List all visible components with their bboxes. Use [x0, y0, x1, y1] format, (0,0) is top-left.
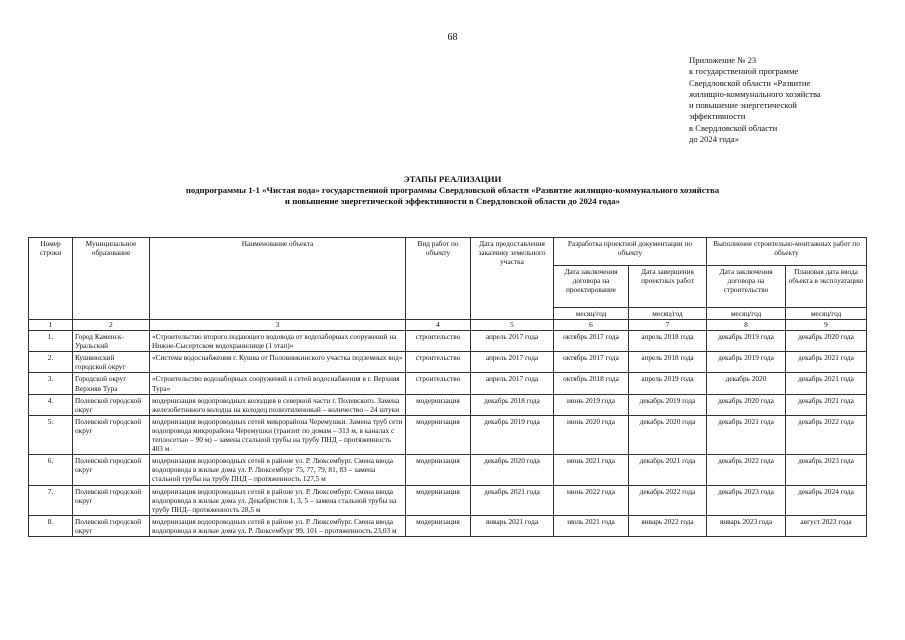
- cell-land-date: апрель 2017 года: [471, 352, 554, 373]
- cell-work-type: строительство: [406, 373, 471, 394]
- appendix-line: и повышение энергетической: [689, 100, 797, 111]
- header-work-type: Вид работ по объекту: [406, 238, 471, 320]
- header-construction-contract: Дата заключения договора на строительство: [707, 266, 786, 308]
- cell-design-contract: июнь 2022 года: [554, 485, 629, 515]
- column-number-row: [29, 320, 867, 331]
- cell-construction-contract: декабрь 2021 года: [707, 415, 786, 454]
- cell-municipality: Полевской городской округ: [73, 515, 150, 536]
- header-design-contract: Дата заключения договора на проектирование: [554, 266, 629, 308]
- cell-row-number: 1.: [29, 331, 73, 352]
- cell-land-date: апрель 2017 года: [471, 331, 554, 352]
- stages-table: [28, 237, 867, 537]
- appendix-line: эффективности: [689, 111, 746, 122]
- cell-commissioning: август 2023 года: [786, 515, 867, 536]
- cell-design-contract: июнь 2020 года: [554, 415, 629, 454]
- cell-work-type: модернизация: [406, 515, 471, 536]
- column-number: 9: [786, 320, 867, 331]
- cell-design-contract: июнь 2021 года: [554, 455, 629, 485]
- cell-design-end: декабрь 2022 года: [629, 485, 707, 515]
- header-construction-group: Выполнение строительно-монтажных работ по объекту: [707, 238, 867, 266]
- column-number: 6: [554, 320, 629, 331]
- appendix-line: в Свердловской области: [689, 122, 778, 133]
- cell-construction-contract: декабрь 2020: [707, 373, 786, 394]
- cell-municipality: Полевской городской округ: [73, 394, 150, 415]
- page-number: 68: [447, 32, 458, 43]
- table-row: [29, 352, 867, 373]
- cell-row-number: 3.: [29, 373, 73, 394]
- cell-row-number: 8.: [29, 515, 73, 536]
- appendix-line: к государственной программе: [689, 66, 799, 77]
- cell-design-end: декабрь 2020 года: [629, 415, 707, 454]
- cell-municipality: Полевской городской округ: [73, 485, 150, 515]
- header-object-name: Наименование объекта: [150, 238, 406, 320]
- cell-work-type: модернизация: [406, 394, 471, 415]
- cell-object-name: «Строительство второго подающего водовода от водозаборных сооружений на Нижне-Сысертском водохранилище (1 этап)»: [150, 331, 406, 352]
- cell-row-number: 4.: [29, 394, 73, 415]
- cell-construction-contract: декабрь 2022 года: [707, 455, 786, 485]
- cell-object-name: «Система водоснабжения г. Кушва от Половинкинского участка подземных вод»: [150, 352, 406, 373]
- cell-object-name: модернизация водопроводных сетей микрорайона Черемушки. Замена труб сети водопровода микрорайона Черемушки (транзит по домам – 313 м, в каналах с теплосетью – 90 м) – замена стальной трубы на трубу ПНД – протяженность 403 м: [150, 415, 406, 454]
- cell-municipality: Городской округ Верхняя Тура: [73, 373, 150, 394]
- header-month-year: месяц/год: [707, 308, 786, 320]
- cell-land-date: декабрь 2021 года: [471, 485, 554, 515]
- cell-commissioning: декабрь 2021 года: [786, 352, 867, 373]
- column-number: 5: [471, 320, 554, 331]
- cell-design-end: апрель 2019 года: [629, 373, 707, 394]
- cell-land-date: декабрь 2019 года: [471, 415, 554, 454]
- cell-design-contract: октябрь 2017 года: [554, 331, 629, 352]
- appendix-line: жилищно-коммунального хозяйства: [689, 88, 821, 99]
- title-line: ЭТАПЫ РЕАЛИЗАЦИИ: [403, 174, 502, 184]
- cell-row-number: 5.: [29, 415, 73, 454]
- table-row: [29, 515, 867, 536]
- column-number: 4: [406, 320, 471, 331]
- cell-design-end: январь 2022 года: [629, 515, 707, 536]
- cell-commissioning: декабрь 2023 года: [786, 455, 867, 485]
- cell-design-end: апрель 2018 года: [629, 352, 707, 373]
- cell-commissioning: декабрь 2022 года: [786, 415, 867, 454]
- cell-design-end: апрель 2018 года: [629, 331, 707, 352]
- title-line: и повышение энергетической эффективности в Свердловской области до 2024 года»: [284, 196, 621, 206]
- column-number: 7: [629, 320, 707, 331]
- cell-commissioning: декабрь 2020 года: [786, 331, 867, 352]
- appendix-line: до 2024 года»: [689, 134, 739, 145]
- cell-design-end: декабрь 2019 года: [629, 394, 707, 415]
- document-title: [0, 174, 905, 207]
- cell-row-number: 2.: [29, 352, 73, 373]
- cell-land-date: январь 2021 года: [471, 515, 554, 536]
- cell-commissioning: декабрь 2024 года: [786, 485, 867, 515]
- cell-object-name: модернизация водопроводных сетей в районе ул. Р. Люксембург. Смена ввода водопровода в жилые дома ул. Р. Люксембург 99, 101 – протяженность 23,03 м: [150, 515, 406, 536]
- cell-object-name: «Строительство водозаборных сооружений и сетей водоснабжения в г. Верхняя Тура»: [150, 373, 406, 394]
- appendix-note: [689, 55, 889, 145]
- table-row: [29, 485, 867, 515]
- cell-work-type: модернизация: [406, 415, 471, 454]
- cell-construction-contract: декабрь 2023 года: [707, 485, 786, 515]
- column-number: 2: [73, 320, 150, 331]
- header-commissioning: Плановая дата ввода объекта в эксплуатацию: [786, 266, 867, 308]
- header-month-year: месяц/год: [629, 308, 707, 320]
- table-row: [29, 394, 867, 415]
- cell-construction-contract: январь 2023 года: [707, 515, 786, 536]
- header-land-date: Дата предоставления заказчику земельного участка: [471, 238, 554, 320]
- cell-municipality: Город Каменск-Уральский: [73, 331, 150, 352]
- cell-design-contract: октябрь 2017 года: [554, 352, 629, 373]
- cell-land-date: апрель 2017 года: [471, 373, 554, 394]
- cell-work-type: строительство: [406, 331, 471, 352]
- cell-object-name: модернизация водопроводных колодцев в северной части г. Полевского. Замена железобетонного колодца на колодец полиэтиленовый – количество – 24 штуки: [150, 394, 406, 415]
- header-municipality: Муниципальное образование: [73, 238, 150, 320]
- column-number: 1: [29, 320, 73, 331]
- cell-design-contract: октябрь 2018 года: [554, 373, 629, 394]
- cell-municipality: Полевской городской округ: [73, 415, 150, 454]
- cell-work-type: модернизация: [406, 485, 471, 515]
- cell-object-name: модернизация водопроводных сетей в районе ул. Р. Люксембург. Смена ввода водопровода в жилые дома ул. Р. Люксембург 75, 77, 79, 81, 83 – замена стальной трубы на трубу ПНД – протяженность 127,5 м: [150, 455, 406, 485]
- cell-work-type: строительство: [406, 352, 471, 373]
- column-number: 8: [707, 320, 786, 331]
- cell-design-end: декабрь 2021 года: [629, 455, 707, 485]
- cell-object-name: модернизация водопроводных сетей в районе ул. Р. Люксембург. Смена ввода водопровода в жилые дома ул. Декабристов 1, 3, 5 – замена стальной трубы на трубу ПНД– протяженность 28,5 м: [150, 485, 406, 515]
- cell-construction-contract: декабрь 2019 года: [707, 331, 786, 352]
- table-row: [29, 455, 867, 485]
- cell-row-number: 7.: [29, 485, 73, 515]
- column-number: 3: [150, 320, 406, 331]
- title-line: подпрограммы 1-1 «Чистая вода» государственной программы Свердловской области «Развитие жилищно-коммунального хозяйства: [185, 185, 720, 195]
- cell-construction-contract: декабрь 2019 года: [707, 352, 786, 373]
- header-row-number: Номер строки: [29, 238, 73, 320]
- cell-row-number: 6.: [29, 455, 73, 485]
- appendix-line: Приложение № 23: [689, 55, 757, 65]
- cell-municipality: Кушвинский городской округ: [73, 352, 150, 373]
- cell-design-contract: июнь 2019 года: [554, 394, 629, 415]
- cell-land-date: декабрь 2018 года: [471, 394, 554, 415]
- header-design-group: Разработка проектной документации по объекту: [554, 238, 707, 266]
- header-month-year: месяц/год: [786, 308, 867, 320]
- cell-municipality: Полевской городской округ: [73, 455, 150, 485]
- cell-land-date: декабрь 2020 года: [471, 455, 554, 485]
- table-row: [29, 331, 867, 352]
- cell-commissioning: декабрь 2021 года: [786, 394, 867, 415]
- cell-construction-contract: декабрь 2020 года: [707, 394, 786, 415]
- header-design-end: Дата завершения проектных работ: [629, 266, 707, 308]
- header-month-year: месяц/год: [554, 308, 629, 320]
- cell-commissioning: декабрь 2021 года: [786, 373, 867, 394]
- cell-work-type: модернизация: [406, 455, 471, 485]
- table-row: [29, 415, 867, 454]
- appendix-line: Свердловской области «Развитие: [689, 77, 811, 88]
- table-row: [29, 373, 867, 394]
- cell-design-contract: июль 2021 года: [554, 515, 629, 536]
